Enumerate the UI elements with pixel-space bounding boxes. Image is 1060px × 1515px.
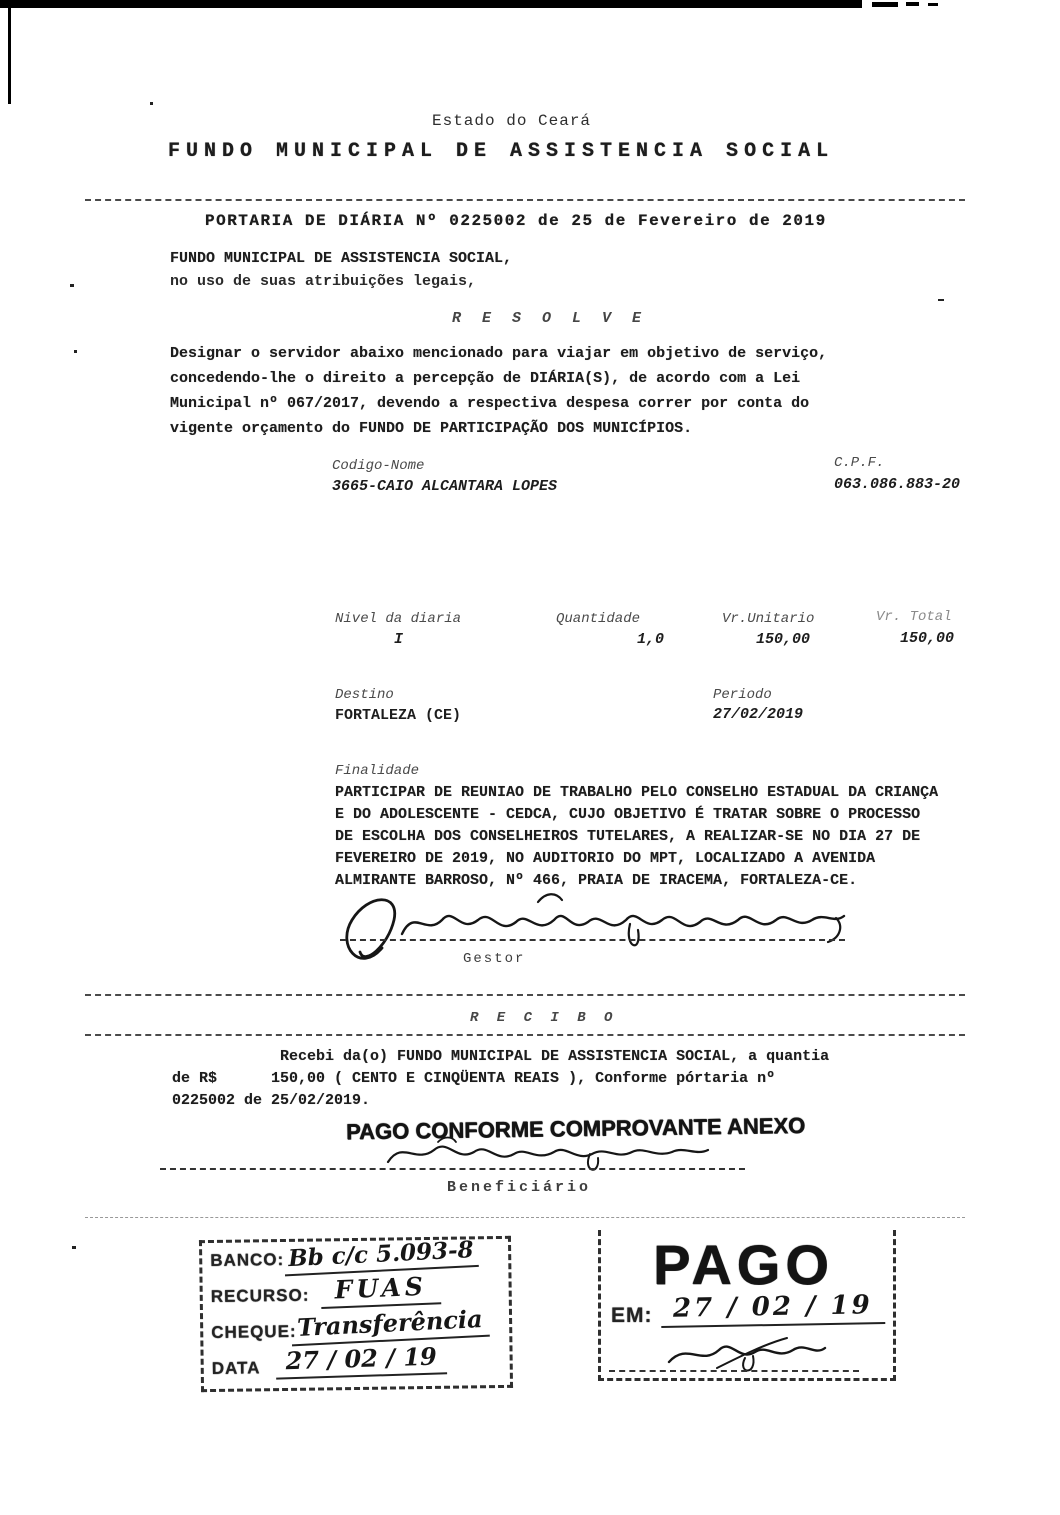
dashed-separator	[85, 1034, 965, 1036]
finalidade-line: PARTICIPAR DE REUNIAO DE TRABALHO PELO CONSELHO ESTADUAL DA CRIANÇA	[335, 784, 939, 801]
recurso-label: RECURSO:	[210, 1285, 310, 1307]
codigo-nome-label: Codigo-Nome	[332, 458, 425, 474]
pago-stamp-box	[598, 1230, 896, 1381]
recurso-value-handwritten: FUAS	[320, 1271, 441, 1309]
org-title: FUNDO MUNICIPAL DE ASSISTENCIA SOCIAL	[168, 140, 835, 163]
cpf-value: 063.086.883-20	[834, 476, 961, 493]
scan-speck	[938, 299, 944, 301]
scan-speck	[150, 102, 153, 105]
cheque-label: CHEQUE:	[211, 1321, 297, 1343]
banco-label: BANCO:	[210, 1249, 285, 1271]
recibo-line: Recebi da(o) FUNDO MUNICIPAL DE ASSISTENCIA SOCIAL, a quantia	[172, 1048, 830, 1065]
beneficiario-label: Beneficiário	[447, 1179, 592, 1196]
scan-edge-bar-left	[8, 0, 11, 104]
destino-value: FORTALEZA (CE)	[335, 707, 462, 724]
quantidade-header: Quantidade	[556, 611, 641, 627]
periodo-label: Periodo	[713, 687, 772, 703]
data-value-handwritten: 27 / 02 / 19	[275, 1341, 447, 1379]
scan-speck	[74, 350, 77, 353]
portaria-title: PORTARIA DE DIÁRIA Nº 0225002 de 25 de Fevereiro de 2019	[205, 212, 827, 230]
beneficiario-signature-line	[160, 1168, 745, 1170]
nivel-diaria-header: Nivel da diaria	[335, 611, 462, 627]
destino-label: Destino	[335, 687, 394, 703]
pago-box-signature-line	[609, 1370, 859, 1372]
bank-stamp-box	[199, 1236, 513, 1392]
finalidade-label: Finalidade	[335, 763, 420, 779]
finalidade-line: DE ESCOLHA DOS CONSELHEIROS TUTELARES, A REALIZAR-SE NO DIA 27 DE	[335, 828, 921, 845]
scan-speck	[72, 1246, 76, 1249]
periodo-value: 27/02/2019	[713, 706, 804, 723]
pago-conforme-stamp: PAGO CONFORME COMPROVANTE ANEXO	[345, 1112, 806, 1145]
quantidade-value: 1,0	[637, 631, 665, 648]
estado-line: Estado do Ceará	[432, 112, 592, 130]
scan-edge-dash	[872, 2, 898, 7]
recibo-heading: R E C I B O	[470, 1010, 618, 1026]
scan-speck	[70, 284, 74, 287]
nivel-diaria-value: I	[394, 631, 404, 648]
vr-total-header: Vr. Total	[876, 609, 952, 625]
vr-unitario-value: 150,00	[756, 631, 811, 648]
resolve-heading: R E S O L V E	[452, 310, 648, 327]
finalidade-line: FEVEREIRO DE 2019, NO AUDITORIO DO MPT, LOCALIZADO A AVENIDA	[335, 850, 876, 867]
body-line: Designar o servidor abaixo mencionado para viajar em objetivo de serviço,	[170, 345, 828, 362]
dashed-separator	[85, 994, 965, 996]
vr-unitario-header: Vr.Unitario	[722, 611, 815, 627]
cheque-value-handwritten: Transferência	[290, 1304, 489, 1347]
finalidade-line: ALMIRANTE BARROSO, Nº 466, PRAIA DE IRACEMA, FORTALEZA-CE.	[335, 872, 858, 889]
scan-edge-dash	[906, 2, 919, 6]
recibo-line: de R$ 150,00 ( CENTO E CINQÜENTA REAIS ), Conforme pórtaria nº	[172, 1070, 776, 1087]
gestor-label: Gestor	[463, 951, 526, 967]
gestor-signature-line	[340, 939, 845, 941]
vr-total-value: 150,00	[900, 630, 955, 647]
codigo-nome-value: 3665-CAIO ALCANTARA LOPES	[332, 478, 558, 495]
pago-box-signature	[661, 1334, 831, 1374]
scan-edge-bar-top	[0, 0, 862, 8]
gestor-signature	[330, 890, 860, 970]
banco-value-handwritten: Bb c/c 5.093-8	[284, 1236, 479, 1276]
preamble-line2: no uso de suas atribuições legais,	[170, 273, 477, 290]
cpf-label: C.P.F.	[834, 455, 885, 471]
data-label: DATA	[211, 1358, 261, 1379]
body-line: Municipal nº 067/2017, devendo a respectiva despesa correr por conta do	[170, 395, 810, 412]
finalidade-line: E DO ADOLESCENTE - CEDCA, CUJO OBJETIVO É TRATAR SOBRE O PROCESSO	[335, 806, 921, 823]
em-label: EM:	[611, 1304, 653, 1327]
body-line: vigente orçamento do FUNDO DE PARTICIPAÇÃO DOS MUNICÍPIOS.	[170, 420, 693, 437]
recibo-line: 0225002 de 25/02/2019.	[172, 1092, 371, 1109]
pago-stamp: PAGO	[653, 1233, 834, 1296]
preamble-line1: FUNDO MUNICIPAL DE ASSISTENCIA SOCIAL,	[170, 250, 513, 267]
body-line: concedendo-lhe o direito a percepção de DIÁRIA(S), de acordo com a Lei	[170, 370, 801, 387]
dashed-separator-faint	[85, 1217, 965, 1218]
scan-edge-dash	[928, 3, 938, 6]
dashed-separator	[85, 199, 965, 201]
em-value-handwritten: 27 / 02 / 19	[661, 1290, 885, 1328]
